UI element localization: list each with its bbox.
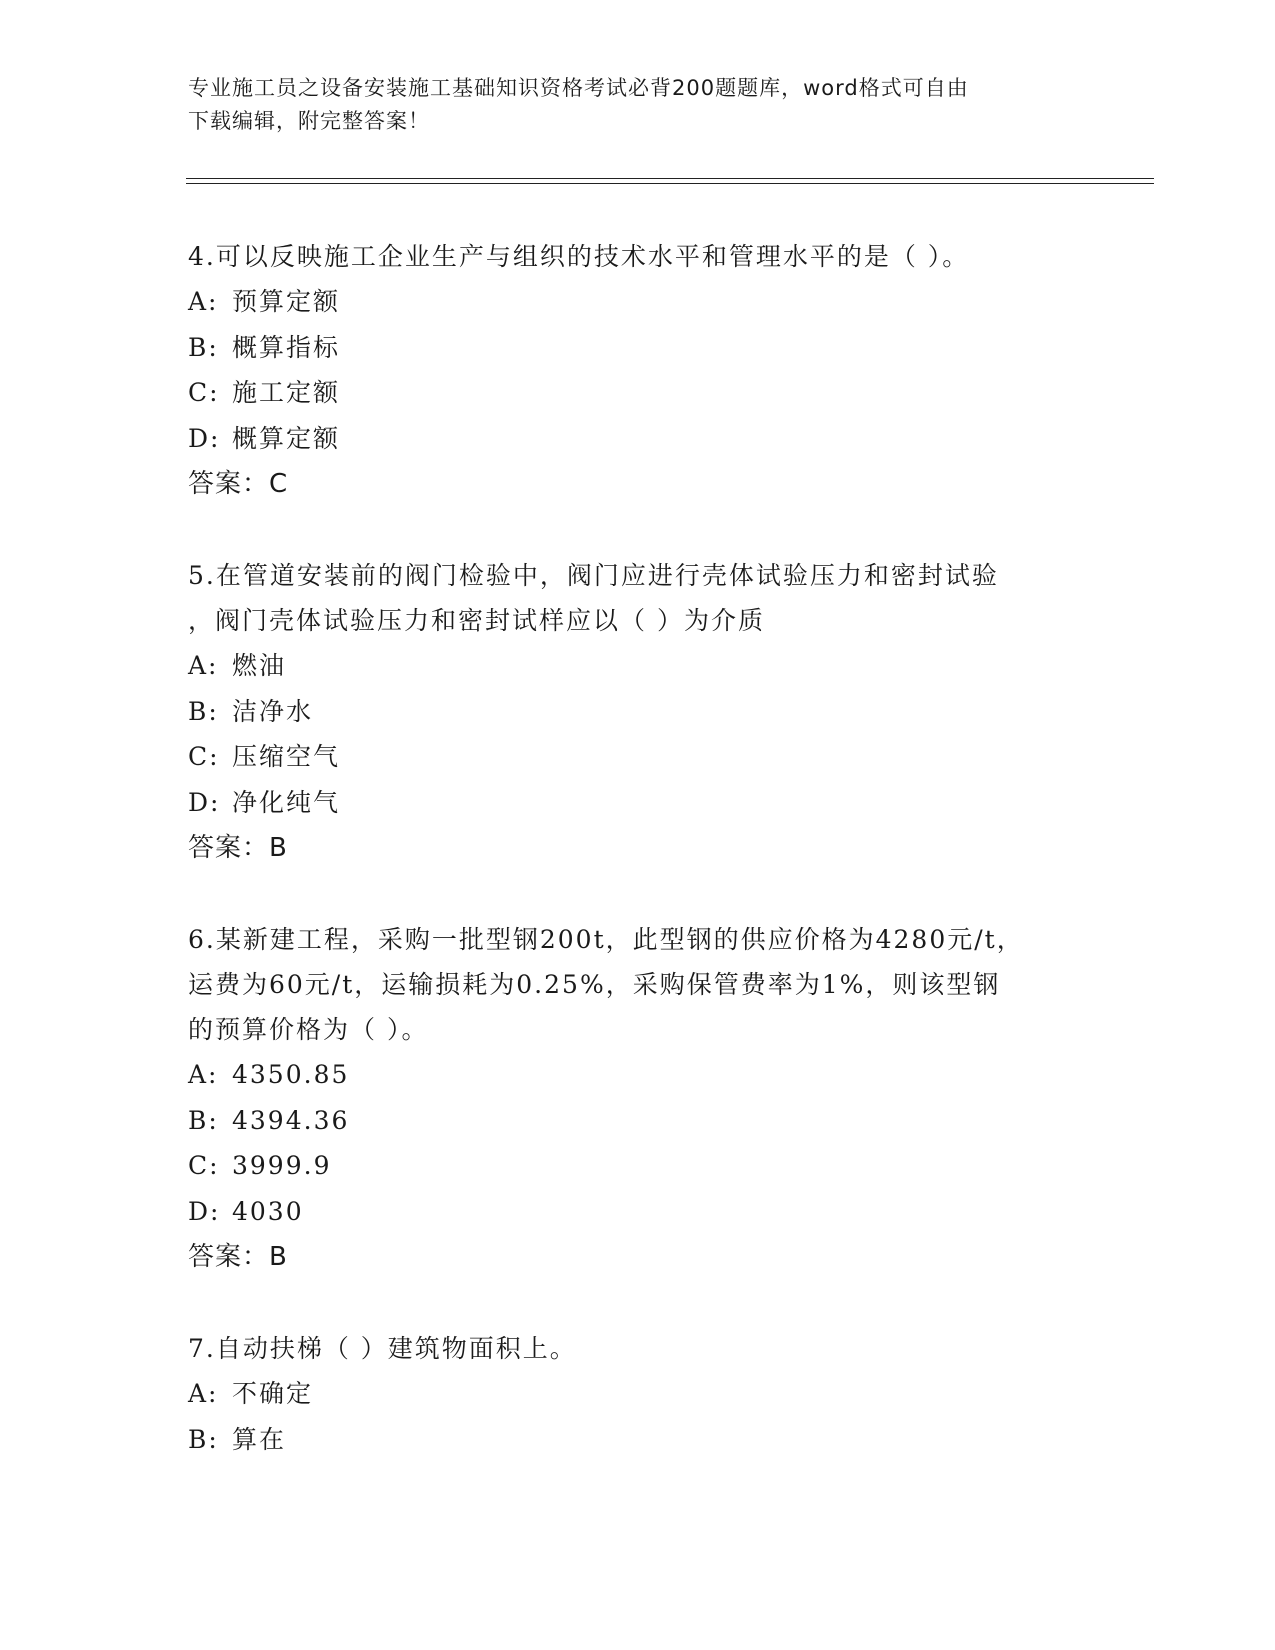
option-a: A: 燃油	[188, 651, 287, 680]
header-line-1: 专业施工员之设备安装施工基础知识资格考试必背200题题库，word格式可自由	[188, 76, 969, 100]
document-header	[188, 72, 1068, 138]
option-d: D: 4030	[188, 1196, 304, 1226]
option-c: C: 3999.9	[188, 1151, 332, 1180]
question-text-line-2: ，阀门壳体试验压力和密封试样应以（ ）为介质	[188, 606, 765, 635]
option-c: C: 施工定额	[188, 378, 341, 407]
option-b: B: 4394.36	[188, 1105, 350, 1135]
question-text: 4.可以反映施工企业生产与组织的技术水平和管理水平的是（ ）。	[188, 242, 970, 271]
question-text-line-3: 的预算价格为（ ）。	[188, 1015, 429, 1044]
option-d: D: 概算定额	[188, 423, 341, 453]
option-b: B: 算在	[188, 1424, 287, 1454]
question-5	[188, 553, 1088, 871]
header-divider-bottom	[186, 183, 1154, 184]
option-b: B: 洁净水	[188, 696, 314, 726]
option-b: B: 概算指标	[188, 332, 341, 362]
question-7	[188, 1326, 1088, 1462]
option-d: D: 净化纯气	[188, 787, 341, 817]
answer: 答案：B	[188, 833, 288, 863]
option-c: C: 压缩空气	[188, 742, 341, 771]
question-text-line-2: 运费为60元/t，运输损耗为0.25%，采购保管费率为1%，则该型钢	[188, 970, 1001, 999]
option-a: A: 4350.85	[188, 1060, 350, 1089]
answer: 答案：B	[188, 1242, 288, 1272]
option-a: A: 预算定额	[188, 287, 341, 316]
question-6	[188, 917, 1088, 1280]
question-4	[188, 234, 1088, 507]
answer: 答案：C	[188, 469, 289, 499]
header-line-2: 下载编辑，附完整答案！	[188, 109, 430, 133]
question-text-line-1: 6.某新建工程，采购一批型钢200t，此型钢的供应价格为4280元/t，	[188, 925, 1024, 954]
question-text: 7.自动扶梯（ ）建筑物面积上。	[188, 1334, 577, 1363]
question-text-line-1: 5.在管道安装前的阀门检验中，阀门应进行壳体试验压力和密封试验	[188, 561, 999, 590]
option-a: A: 不确定	[188, 1379, 314, 1408]
header-divider-top	[186, 178, 1154, 179]
